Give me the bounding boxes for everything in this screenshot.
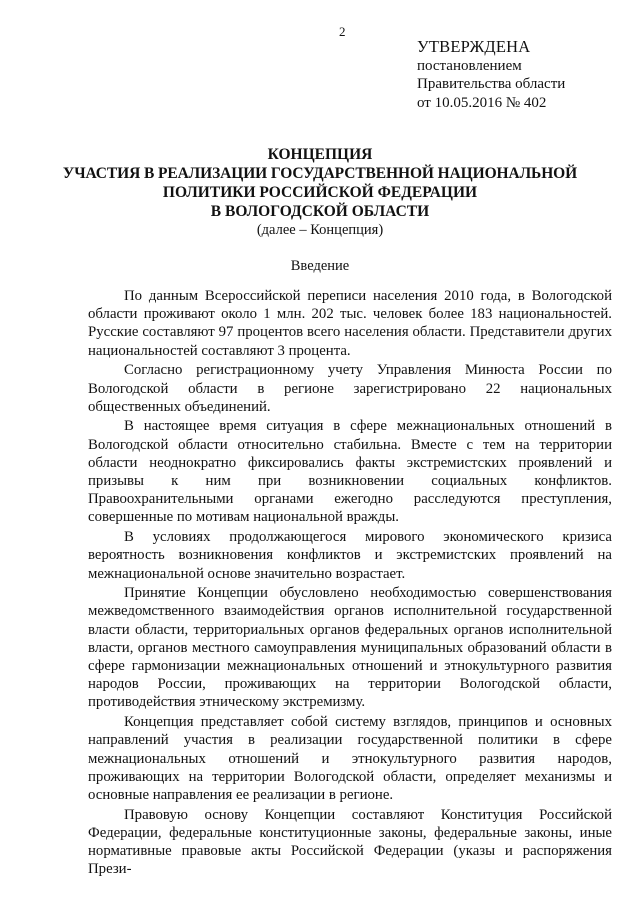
paragraph: Согласно регистрационному учету Управления Минюста России по Вологодской области в регионе зарегистрировано 22 национальных общественных объединений. <box>88 362 612 415</box>
paragraph: По данным Всероссийской переписи населения 2010 года, в Вологодской области проживают около 1 млн. 202 тыс. человек более 183 национальностей. Русские составляют 97 процентов всего населения области. Представители других национальностей составляют 3 процента. <box>88 288 612 359</box>
title-line: КОНЦЕПЦИЯ <box>267 146 373 163</box>
paragraph: В настоящее время ситуация в сфере межнациональных отношений в Вологодской области относительно стабильна. Вместе с тем на территории области неоднократно фиксировались факты экстремистских проявлений и призывы к ним при возникновении социальных конфликтов. Правоохранительными органами ежегодно расследуются преступления, совершенные по мотивам национальной вражды. <box>88 418 612 526</box>
approval-stamp <box>417 38 565 112</box>
approval-line: Правительства области <box>417 76 566 92</box>
paragraph: Принятие Концепции обусловлено необходимостью совершенствования межведомственного взаимодействия органов исполнительной государственной власти области, территориальных органов федеральных органов исполнительной власти, органов местного самоуправления муниципальных образований области в сфере гармонизации межнациональных отношений и этнокультурного развития народов России, проживающих на территории Вологодской области, противодействия этническому экстремизму. <box>88 585 612 711</box>
paragraph: В условиях продолжающегося мирового экономического кризиса вероятность возникновения конфликтов и экстремистских проявлений на межнациональной основе значительно возрастает. <box>88 529 612 582</box>
paragraph: Концепция представляет собой систему взглядов, принципов и основных направлений участия в реализации государственной политики в сфере межнациональных отношений и этнокультурного развития народов, проживающих на территории Вологодской области, определяет механизмы и основные направления ее реализации в регионе. <box>88 714 612 803</box>
approval-heading: УТВЕРЖДЕНА <box>417 37 531 56</box>
paragraph: Правовую основу Концепции составляют Конституция Российской Федерации, федеральные конституционные законы, федеральные законы, иные нормативные правовые акты Российской Федерации (указы и распоряжения Прези- <box>88 806 612 878</box>
title-line: УЧАСТИЯ В РЕАЛИЗАЦИИ ГОСУДАРСТВЕННОЙ НАЦИОНАЛЬНОЙ <box>62 165 578 182</box>
title-line: В ВОЛОГОДСКОЙ ОБЛАСТИ <box>210 203 430 220</box>
body-text <box>88 287 612 880</box>
title-note: (далее – Концепция) <box>256 222 384 238</box>
page-number: 2 <box>339 24 346 39</box>
title-line: ПОЛИТИКИ РОССИЙСКОЙ ФЕДЕРАЦИИ <box>162 184 478 201</box>
document-title <box>0 145 640 240</box>
section-heading: Введение <box>290 258 350 274</box>
approval-line: от 10.05.2016 № 402 <box>417 94 547 111</box>
approval-line: постановлением <box>417 57 522 74</box>
